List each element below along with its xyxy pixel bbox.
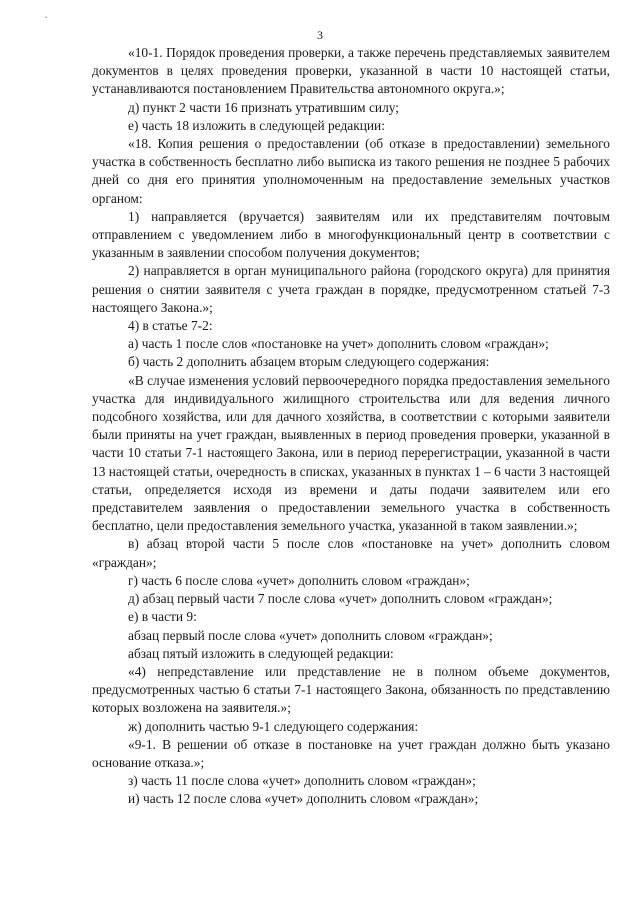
- paragraph: абзац пятый изложить в следующей редакции:: [128, 645, 394, 661]
- paragraph: з) часть 11 после слова «учет» дополнить словом «граждан»;: [128, 773, 476, 789]
- paragraph: 2) направляется в орган муниципального района (городского округа) для принятия решения о снятии заявителя с учета граждан в порядке, предусмотренном статьей 7-3 настоящего Закона.»;: [92, 263, 610, 315]
- paragraph: б) часть 2 дополнить абзацем вторым следующего содержания:: [128, 354, 490, 370]
- paragraph: абзац первый после слова «учет» дополнить словом «граждан»;: [128, 627, 493, 643]
- paragraph: е) в части 9:: [128, 609, 197, 625]
- paragraph: д) абзац первый части 7 после слова «учет» дополнить словом «граждан»;: [128, 591, 553, 607]
- paragraph: а) часть 1 после слов «постановке на учет» дополнить словом «граждан»;: [128, 336, 549, 352]
- paragraph: «10-1. Порядок проведения проверки, а также перечень представляемых заявителем документов в целях проведения проверки, указанной в части 10 настоящей статьи, устанавливаются постановлением Правительства автономного округа.»;: [92, 45, 610, 97]
- paragraph: е) часть 18 изложить в следующей редакции:: [128, 117, 385, 133]
- page-number: 3: [317, 28, 323, 42]
- paragraph: «9-1. В решении об отказе в постановке на учет граждан должно быть указано основание отказа.»;: [92, 736, 610, 770]
- paragraph: в) абзац второй части 5 после слов «постановке на учет» дополнить словом «граждан»;: [92, 536, 610, 570]
- paragraph: «В случае изменения условий первоочередного порядка предоставления земельного участка для индивидуального жилищного строительства или для ведения личного подсобного хозяйства, или для дачного хозяйства, в соответствии с которыми заявители были приняты на учет граждан, выявленных в период проведения проверки, указанной в части 10 статьи 7-1 настоящего Закона, или в период перерегистрации, указанной в части 13 настоящей статьи, очередность в списках, указанных в пунктах 1 – 6 части 3 настоящей статьи, определяется исходя из времени и даты подачи заявителем или его представителем заявления о предоставлении земельного участка в собственность бесплатно, цели предоставления земельного участка, указанной в таком заявлении.»;: [92, 372, 610, 534]
- document-body: [92, 44, 610, 809]
- paragraph: д) пункт 2 части 16 признать утратившим силу;: [128, 99, 400, 115]
- paragraph: г) часть 6 после слова «учет» дополнить словом «граждан»;: [128, 572, 470, 588]
- paragraph: «4) непредставление или представление не в полном объеме документов, предусмотренных частью 6 статьи 7-1 настоящего Закона, обязанность по представлению которых возложена на заявителя.»;: [92, 663, 610, 716]
- paragraph: и) часть 12 после слова «учет» дополнить словом «граждан»;: [128, 791, 479, 807]
- scan-mark: ·: [44, 10, 48, 24]
- paragraph: 1) направляется (вручается) заявителям или их представителям почтовым отправлением с уведомлением либо в многофункциональный центр в соответствии с указанным в заявлении способом получения документов;: [92, 208, 610, 261]
- paragraph: «18. Копия решения о предоставлении (об отказе в предоставлении) земельного участка в собственность бесплатно либо выписка из такого решения не позднее 5 рабочих дней со дня его принятия уполномоченным на предоставление земельных участков органом:: [92, 136, 610, 206]
- paragraph: ж) дополнить частью 9-1 следующего содержания:: [128, 718, 419, 734]
- paragraph: 4) в статье 7-2:: [128, 318, 213, 334]
